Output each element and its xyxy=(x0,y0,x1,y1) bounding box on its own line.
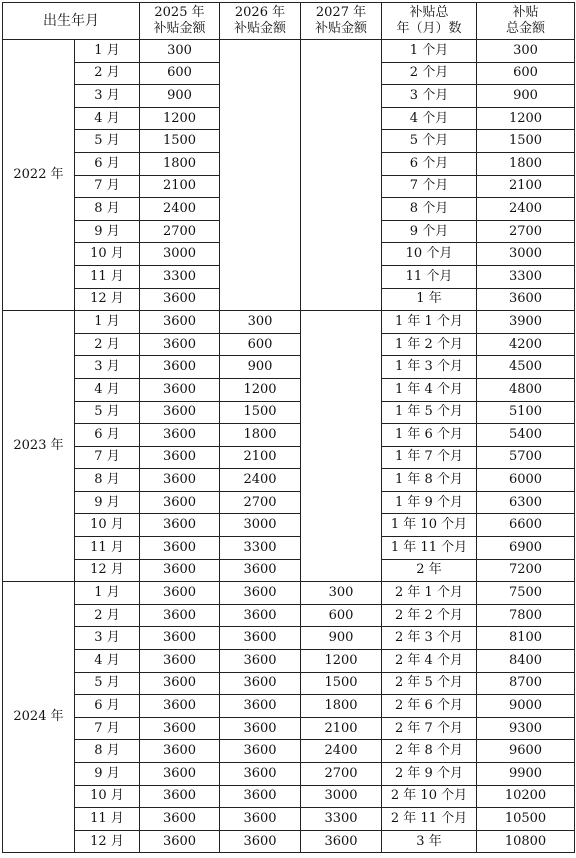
birth-month-cell: 3 月 xyxy=(75,627,140,650)
birth-month-cell: 9 月 xyxy=(75,491,140,514)
total-amount-cell: 9300 xyxy=(477,717,575,740)
header-2027-line1: 2027 年 xyxy=(315,5,367,20)
header-2025-amount xyxy=(140,3,220,40)
birth-month-cell: 1 月 xyxy=(75,40,140,63)
birth-month-cell: 5 月 xyxy=(75,401,140,424)
birth-month-cell: 7 月 xyxy=(75,175,140,198)
duration-cell: 7 个月 xyxy=(382,175,477,198)
amount-2025-cell: 3600 xyxy=(140,604,220,627)
amount-2027-cell: 2400 xyxy=(301,740,382,763)
duration-cell: 2 年 3 个月 xyxy=(382,627,477,650)
duration-cell: 5 个月 xyxy=(382,130,477,153)
duration-cell: 8 个月 xyxy=(382,198,477,221)
duration-cell: 9 个月 xyxy=(382,220,477,243)
total-amount-cell: 3900 xyxy=(477,311,575,334)
amount-2025-cell: 3000 xyxy=(140,243,220,266)
table-row xyxy=(3,333,575,356)
total-amount-cell: 2700 xyxy=(477,220,575,243)
duration-cell: 1 年 8 个月 xyxy=(382,469,477,492)
table-row xyxy=(3,763,575,786)
birth-month-cell: 12 月 xyxy=(75,559,140,582)
total-amount-cell: 6300 xyxy=(477,491,575,514)
amount-2025-cell: 3600 xyxy=(140,763,220,786)
birth-month-cell: 2 月 xyxy=(75,62,140,85)
amount-2025-cell: 2700 xyxy=(140,220,220,243)
birth-month-cell: 4 月 xyxy=(75,378,140,401)
amount-2026-cell: 3600 xyxy=(220,808,301,831)
amount-2025-cell: 3600 xyxy=(140,672,220,695)
amount-2026-cell: 3600 xyxy=(220,672,301,695)
total-amount-cell: 2400 xyxy=(477,198,575,221)
duration-cell: 1 年 1 个月 xyxy=(382,311,477,334)
amount-2025-cell: 3600 xyxy=(140,288,220,311)
total-amount-cell: 4500 xyxy=(477,356,575,379)
duration-cell: 1 年 10 个月 xyxy=(382,514,477,537)
amount-2025-cell: 3600 xyxy=(140,717,220,740)
amount-2026-cell: 2400 xyxy=(220,469,301,492)
duration-cell: 2 年 2 个月 xyxy=(382,604,477,627)
header-duration-line2: 年（月）数 xyxy=(396,21,462,36)
duration-cell: 2 年 6 个月 xyxy=(382,695,477,718)
duration-cell: 1 年 xyxy=(382,288,477,311)
birth-month-cell: 5 月 xyxy=(75,130,140,153)
amount-2025-cell: 3600 xyxy=(140,650,220,673)
birth-month-cell: 9 月 xyxy=(75,763,140,786)
total-amount-cell: 4200 xyxy=(477,333,575,356)
table-row xyxy=(3,627,575,650)
duration-cell: 2 年 5 个月 xyxy=(382,672,477,695)
amount-2025-cell: 3600 xyxy=(140,424,220,447)
duration-cell: 1 年 6 个月 xyxy=(382,424,477,447)
amount-2026-cell: 1800 xyxy=(220,424,301,447)
table-row xyxy=(3,40,575,63)
total-amount-cell: 9000 xyxy=(477,695,575,718)
birth-month-cell: 9 月 xyxy=(75,220,140,243)
amount-2026-cell: 3600 xyxy=(220,627,301,650)
birth-month-cell: 3 月 xyxy=(75,356,140,379)
total-amount-cell: 9600 xyxy=(477,740,575,763)
total-amount-cell: 8400 xyxy=(477,650,575,673)
total-amount-cell: 2100 xyxy=(477,175,575,198)
amount-2027-cell: 1200 xyxy=(301,650,382,673)
header-2025-line2: 补贴金额 xyxy=(153,21,206,36)
amount-2026-cell: 1200 xyxy=(220,378,301,401)
total-amount-cell: 8700 xyxy=(477,672,575,695)
amount-2025-cell: 3600 xyxy=(140,378,220,401)
amount-2026-cell: 3600 xyxy=(220,717,301,740)
duration-cell: 2 年 9 个月 xyxy=(382,763,477,786)
amount-2025-cell: 3300 xyxy=(140,265,220,288)
amount-2026-cell: 3600 xyxy=(220,604,301,627)
amount-2025-cell: 3600 xyxy=(140,446,220,469)
duration-cell: 4 个月 xyxy=(382,107,477,130)
total-amount-cell: 1800 xyxy=(477,152,575,175)
birth-month-cell: 2 月 xyxy=(75,333,140,356)
duration-cell: 1 年 3 个月 xyxy=(382,356,477,379)
total-amount-cell: 1200 xyxy=(477,107,575,130)
amount-2027-cell: 1500 xyxy=(301,672,382,695)
total-amount-cell: 600 xyxy=(477,62,575,85)
amount-2026-cell: 3600 xyxy=(220,763,301,786)
amount-2025-cell: 1200 xyxy=(140,107,220,130)
amount-2026-cell: 3600 xyxy=(220,785,301,808)
amount-2027-cell: 2100 xyxy=(301,717,382,740)
table-row xyxy=(3,740,575,763)
duration-cell: 3 个月 xyxy=(382,85,477,108)
birth-month-cell: 8 月 xyxy=(75,198,140,221)
amount-2025-cell: 600 xyxy=(140,62,220,85)
amount-2027-cell: 3300 xyxy=(301,808,382,831)
amount-2025-cell: 3600 xyxy=(140,582,220,605)
duration-cell: 1 年 7 个月 xyxy=(382,446,477,469)
duration-cell: 2 年 xyxy=(382,559,477,582)
duration-cell: 1 年 11 个月 xyxy=(382,537,477,560)
birth-month-cell: 11 月 xyxy=(75,537,140,560)
birth-month-cell: 10 月 xyxy=(75,514,140,537)
amount-2025-cell: 3600 xyxy=(140,559,220,582)
total-amount-cell: 3300 xyxy=(477,265,575,288)
amount-2025-cell: 3600 xyxy=(140,785,220,808)
birth-year-cell: 2024 年 xyxy=(3,582,75,853)
amount-2026-cell: 300 xyxy=(220,311,301,334)
total-amount-cell: 1500 xyxy=(477,130,575,153)
duration-cell: 2 年 10 个月 xyxy=(382,785,477,808)
total-amount-cell: 6600 xyxy=(477,514,575,537)
header-duration-line1: 补贴总 xyxy=(409,5,449,20)
total-amount-cell: 3000 xyxy=(477,243,575,266)
total-amount-cell: 5100 xyxy=(477,401,575,424)
birth-month-cell: 6 月 xyxy=(75,424,140,447)
duration-cell: 2 年 4 个月 xyxy=(382,650,477,673)
birth-year-cell: 2023 年 xyxy=(3,311,75,582)
total-amount-cell: 4800 xyxy=(477,378,575,401)
total-amount-cell: 5400 xyxy=(477,424,575,447)
duration-cell: 3 年 xyxy=(382,830,477,853)
duration-cell: 10 个月 xyxy=(382,243,477,266)
birth-month-cell: 11 月 xyxy=(75,808,140,831)
duration-cell: 2 年 7 个月 xyxy=(382,717,477,740)
amount-2025-cell: 3600 xyxy=(140,469,220,492)
amount-2025-cell: 3600 xyxy=(140,514,220,537)
birth-year-cell: 2022 年 xyxy=(3,40,75,311)
birth-month-cell: 7 月 xyxy=(75,717,140,740)
duration-cell: 2 个月 xyxy=(382,62,477,85)
amount-2026-cell-empty xyxy=(220,40,301,311)
header-birth-month: 出生年月 xyxy=(3,3,140,40)
table-row xyxy=(3,424,575,447)
header-2027-line2: 补贴金额 xyxy=(314,21,367,36)
duration-cell: 6 个月 xyxy=(382,152,477,175)
birth-month-cell: 10 月 xyxy=(75,785,140,808)
amount-2025-cell: 3600 xyxy=(140,333,220,356)
amount-2027-cell: 2700 xyxy=(301,763,382,786)
header-duration xyxy=(382,3,477,40)
table-row xyxy=(3,695,575,718)
amount-2027-cell: 3600 xyxy=(301,830,382,853)
total-amount-cell: 9900 xyxy=(477,763,575,786)
amount-2026-cell: 3600 xyxy=(220,559,301,582)
birth-month-cell: 4 月 xyxy=(75,650,140,673)
amount-2025-cell: 3600 xyxy=(140,830,220,853)
duration-cell: 1 年 4 个月 xyxy=(382,378,477,401)
total-amount-cell: 10800 xyxy=(477,830,575,853)
table-row xyxy=(3,491,575,514)
duration-cell: 1 个月 xyxy=(382,40,477,63)
total-amount-cell: 7200 xyxy=(477,559,575,582)
birth-month-cell: 2 月 xyxy=(75,604,140,627)
amount-2027-cell: 600 xyxy=(301,604,382,627)
total-amount-cell: 3600 xyxy=(477,288,575,311)
header-total xyxy=(477,3,575,40)
birth-month-cell: 5 月 xyxy=(75,672,140,695)
duration-cell: 1 年 9 个月 xyxy=(382,491,477,514)
amount-2025-cell: 1500 xyxy=(140,130,220,153)
table-row xyxy=(3,469,575,492)
amount-2026-cell: 3600 xyxy=(220,740,301,763)
amount-2025-cell: 900 xyxy=(140,85,220,108)
amount-2027-cell: 1800 xyxy=(301,695,382,718)
birth-month-cell: 1 月 xyxy=(75,311,140,334)
total-amount-cell: 8100 xyxy=(477,627,575,650)
amount-2025-cell: 3600 xyxy=(140,401,220,424)
table-row xyxy=(3,514,575,537)
amount-2026-cell: 3600 xyxy=(220,650,301,673)
table-row xyxy=(3,717,575,740)
header-2025-line1: 2025 年 xyxy=(154,5,205,20)
subsidy-table xyxy=(2,2,575,853)
amount-2025-cell: 3600 xyxy=(140,695,220,718)
total-amount-cell: 7500 xyxy=(477,582,575,605)
total-amount-cell: 7800 xyxy=(477,604,575,627)
total-amount-cell: 300 xyxy=(477,40,575,63)
amount-2027-cell-empty xyxy=(301,40,382,311)
total-amount-cell: 10200 xyxy=(477,785,575,808)
amount-2026-cell: 3600 xyxy=(220,695,301,718)
amount-2026-cell: 900 xyxy=(220,356,301,379)
header-total-line2: 总金额 xyxy=(505,21,545,36)
amount-2026-cell: 2700 xyxy=(220,491,301,514)
header-2026-amount xyxy=(220,3,301,40)
birth-month-cell: 3 月 xyxy=(75,85,140,108)
amount-2027-cell: 900 xyxy=(301,627,382,650)
amount-2027-cell-empty xyxy=(301,311,382,582)
amount-2027-cell: 300 xyxy=(301,582,382,605)
amount-2025-cell: 3600 xyxy=(140,311,220,334)
duration-cell: 11 个月 xyxy=(382,265,477,288)
amount-2025-cell: 3600 xyxy=(140,740,220,763)
amount-2026-cell: 2100 xyxy=(220,446,301,469)
amount-2026-cell: 3600 xyxy=(220,830,301,853)
birth-month-cell: 6 月 xyxy=(75,695,140,718)
amount-2026-cell: 1500 xyxy=(220,401,301,424)
amount-2025-cell: 2100 xyxy=(140,175,220,198)
duration-cell: 1 年 5 个月 xyxy=(382,401,477,424)
table-row xyxy=(3,785,575,808)
table-row xyxy=(3,559,575,582)
duration-cell: 2 年 11 个月 xyxy=(382,808,477,831)
table-row xyxy=(3,650,575,673)
amount-2025-cell: 2400 xyxy=(140,198,220,221)
amount-2025-cell: 1800 xyxy=(140,152,220,175)
header-2026-line2: 补贴金额 xyxy=(233,21,286,36)
total-amount-cell: 10500 xyxy=(477,808,575,831)
birth-month-cell: 10 月 xyxy=(75,243,140,266)
amount-2025-cell: 3600 xyxy=(140,808,220,831)
birth-month-cell: 1 月 xyxy=(75,582,140,605)
table-row xyxy=(3,808,575,831)
total-amount-cell: 5700 xyxy=(477,446,575,469)
total-amount-cell: 900 xyxy=(477,85,575,108)
header-2026-line1: 2026 年 xyxy=(234,5,286,20)
birth-month-cell: 4 月 xyxy=(75,107,140,130)
table-body xyxy=(3,40,575,853)
amount-2025-cell: 3600 xyxy=(140,537,220,560)
duration-cell: 1 年 2 个月 xyxy=(382,333,477,356)
header-row xyxy=(3,3,575,40)
birth-month-cell: 6 月 xyxy=(75,152,140,175)
table-row xyxy=(3,401,575,424)
total-amount-cell: 6900 xyxy=(477,537,575,560)
table-row xyxy=(3,537,575,560)
table-row xyxy=(3,356,575,379)
birth-month-cell: 7 月 xyxy=(75,446,140,469)
birth-month-cell: 12 月 xyxy=(75,288,140,311)
header-total-line1: 补贴 xyxy=(512,5,539,20)
birth-month-cell: 8 月 xyxy=(75,469,140,492)
table-row xyxy=(3,311,575,334)
duration-cell: 2 年 8 个月 xyxy=(382,740,477,763)
amount-2027-cell: 3000 xyxy=(301,785,382,808)
table-row xyxy=(3,672,575,695)
birth-month-cell: 11 月 xyxy=(75,265,140,288)
amount-2026-cell: 3300 xyxy=(220,537,301,560)
amount-2026-cell: 3600 xyxy=(220,582,301,605)
amount-2025-cell: 300 xyxy=(140,40,220,63)
header-2027-amount xyxy=(301,3,382,40)
duration-cell: 2 年 1 个月 xyxy=(382,582,477,605)
birth-month-cell: 8 月 xyxy=(75,740,140,763)
table-row xyxy=(3,582,575,605)
table-row xyxy=(3,604,575,627)
table-row xyxy=(3,830,575,853)
amount-2025-cell: 3600 xyxy=(140,356,220,379)
total-amount-cell: 6000 xyxy=(477,469,575,492)
table-row xyxy=(3,378,575,401)
table-row xyxy=(3,446,575,469)
amount-2026-cell: 600 xyxy=(220,333,301,356)
amount-2026-cell: 3000 xyxy=(220,514,301,537)
birth-month-cell: 12 月 xyxy=(75,830,140,853)
amount-2025-cell: 3600 xyxy=(140,627,220,650)
amount-2025-cell: 3600 xyxy=(140,491,220,514)
